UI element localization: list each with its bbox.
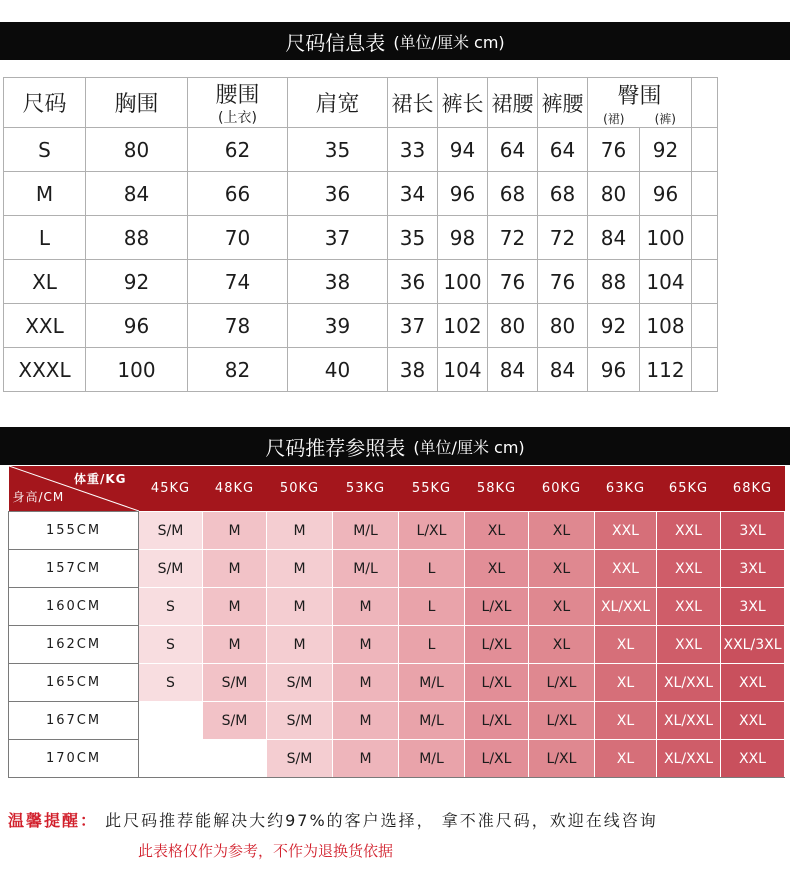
recommend-cell: S — [139, 664, 203, 702]
size-value-cell: 92 — [86, 260, 188, 304]
size-value-cell: 92 — [588, 304, 640, 348]
size-value-cell: 38 — [388, 348, 438, 392]
height-row — [9, 740, 785, 778]
size-empty-cell — [692, 216, 718, 260]
recommend-cell: M — [333, 664, 399, 702]
height-row — [9, 512, 785, 550]
recommend-cell: S/M — [139, 550, 203, 588]
recommend-cell: M — [203, 550, 267, 588]
weight-header-cell: 60KG — [529, 466, 595, 512]
size-empty-cell — [692, 304, 718, 348]
weight-header-cell: 55KG — [399, 466, 465, 512]
recommend-cell: M — [333, 702, 399, 740]
size-value-cell: 62 — [188, 128, 288, 172]
size-info-title: 尺码信息表 — [285, 30, 386, 55]
recommend-cell: M — [333, 588, 399, 626]
weight-axis-label: 体重/KG — [73, 472, 127, 486]
height-cell: 170CM — [9, 740, 139, 778]
size-label-cell: XL — [4, 260, 86, 304]
recommend-cell: XXL — [721, 740, 785, 778]
size-empty-cell — [692, 348, 718, 392]
size-value-cell: 88 — [588, 260, 640, 304]
size-label-cell: L — [4, 216, 86, 260]
recommend-cell: M/L — [333, 512, 399, 550]
header-hip-label: 臀围 — [617, 83, 662, 109]
header-empty — [692, 78, 718, 128]
size-value-cell: 66 — [188, 172, 288, 216]
recommend-cell: S/M — [139, 512, 203, 550]
header-size: 尺码 — [4, 78, 86, 128]
height-row — [9, 664, 785, 702]
size-value-cell: 80 — [588, 172, 640, 216]
recommend-cell: XL — [465, 550, 529, 588]
size-value-cell: 72 — [488, 216, 538, 260]
header-hip-sub — [588, 110, 691, 127]
size-value-cell: 76 — [588, 128, 640, 172]
recommend-cell: XL — [595, 664, 657, 702]
size-label-cell: XXL — [4, 304, 86, 348]
size-info-table — [3, 77, 718, 392]
size-value-cell: 108 — [640, 304, 692, 348]
recommend-cell: M — [203, 588, 267, 626]
recommend-cell: XL — [595, 702, 657, 740]
recommend-cell: M/L — [399, 664, 465, 702]
recommend-cell: M/L — [333, 550, 399, 588]
size-value-cell: 112 — [640, 348, 692, 392]
corner-header — [9, 466, 139, 512]
recommend-cell: XL — [529, 550, 595, 588]
header-waist-label: 腰围 — [215, 83, 260, 108]
size-value-cell: 100 — [640, 216, 692, 260]
height-row — [9, 550, 785, 588]
header-chest: 胸围 — [86, 78, 188, 128]
tip-lead: 温馨提醒： — [8, 811, 99, 830]
size-value-cell: 35 — [288, 128, 388, 172]
header-pants-length: 裤长 — [438, 78, 488, 128]
size-value-cell: 35 — [388, 216, 438, 260]
size-empty-cell — [692, 172, 718, 216]
recommend-cell: L/XL — [529, 740, 595, 778]
size-value-cell: 80 — [86, 128, 188, 172]
height-axis-label: 身高/CM — [12, 490, 65, 504]
height-row — [9, 702, 785, 740]
header-hip-skirt: (裙) — [603, 111, 625, 126]
recommend-cell: L/XL — [399, 512, 465, 550]
size-value-cell: 37 — [388, 304, 438, 348]
size-value-cell: 84 — [588, 216, 640, 260]
size-value-cell: 37 — [288, 216, 388, 260]
weight-header-cell: 53KG — [333, 466, 399, 512]
size-value-cell: 76 — [538, 260, 588, 304]
recommend-cell: L — [399, 626, 465, 664]
recommend-cell: L/XL — [465, 664, 529, 702]
header-waist-sub: (上衣) — [218, 110, 257, 126]
recommend-cell: S/M — [267, 740, 333, 778]
recommend-cell: S/M — [267, 664, 333, 702]
recommend-cell: S — [139, 626, 203, 664]
recommend-cell: XXL — [721, 664, 785, 702]
header-hip — [588, 78, 692, 128]
recommend-cell: XXL — [657, 588, 721, 626]
size-value-cell: 96 — [438, 172, 488, 216]
size-value-cell: 92 — [640, 128, 692, 172]
recommend-cell: XL — [465, 512, 529, 550]
height-row — [9, 626, 785, 664]
size-value-cell: 36 — [288, 172, 388, 216]
recommend-cell: XXL — [721, 702, 785, 740]
size-value-cell: 82 — [188, 348, 288, 392]
recommend-cell: M — [203, 626, 267, 664]
size-row — [4, 128, 718, 172]
recommend-cell: XXL — [595, 550, 657, 588]
size-value-cell: 68 — [538, 172, 588, 216]
size-recommend-banner — [0, 427, 790, 465]
height-cell: 165CM — [9, 664, 139, 702]
recommend-cell: 3XL — [721, 550, 785, 588]
size-value-cell: 38 — [288, 260, 388, 304]
recommend-cell: 3XL — [721, 588, 785, 626]
recommend-cell: M — [333, 740, 399, 778]
size-value-cell: 80 — [538, 304, 588, 348]
recommend-cell: M — [333, 626, 399, 664]
size-empty-cell — [692, 260, 718, 304]
size-row — [4, 216, 718, 260]
height-row — [9, 588, 785, 626]
size-value-cell: 33 — [388, 128, 438, 172]
height-cell: 167CM — [9, 702, 139, 740]
size-label-cell: XXXL — [4, 348, 86, 392]
size-value-cell: 100 — [438, 260, 488, 304]
height-cell: 155CM — [9, 512, 139, 550]
recommend-cell: XL/XXL — [657, 740, 721, 778]
recommend-cell: L/XL — [465, 740, 529, 778]
recommend-cell: XXL — [657, 512, 721, 550]
size-value-cell: 84 — [488, 348, 538, 392]
size-value-cell: 68 — [488, 172, 538, 216]
weight-header-cell: 65KG — [657, 466, 721, 512]
recommend-cell: M/L — [399, 702, 465, 740]
size-value-cell: 70 — [188, 216, 288, 260]
size-recommend-unit: (单位/厘米 cm) — [413, 437, 525, 457]
recommend-cell — [203, 740, 267, 778]
recommend-cell: S/M — [267, 702, 333, 740]
size-value-cell: 98 — [438, 216, 488, 260]
size-value-cell: 64 — [488, 128, 538, 172]
weight-header-cell: 58KG — [465, 466, 529, 512]
recommend-cell: L/XL — [465, 588, 529, 626]
recommend-cell: XL — [529, 588, 595, 626]
size-info-unit: (单位/厘米 cm) — [393, 32, 505, 52]
size-value-cell: 104 — [438, 348, 488, 392]
recommend-cell: L/XL — [529, 664, 595, 702]
recommend-cell: S/M — [203, 664, 267, 702]
size-value-cell: 96 — [86, 304, 188, 348]
header-shoulder: 肩宽 — [288, 78, 388, 128]
recommend-cell: L/XL — [529, 702, 595, 740]
recommend-cell: M — [203, 512, 267, 550]
recommend-cell: L/XL — [465, 702, 529, 740]
size-value-cell: 84 — [86, 172, 188, 216]
size-label-cell: S — [4, 128, 86, 172]
weight-header-cell: 50KG — [267, 466, 333, 512]
recommend-cell: M — [267, 512, 333, 550]
size-value-cell: 94 — [438, 128, 488, 172]
size-value-cell: 72 — [538, 216, 588, 260]
size-value-cell: 74 — [188, 260, 288, 304]
recommend-cell: M/L — [399, 740, 465, 778]
recommend-cell — [139, 740, 203, 778]
weight-header-cell: 45KG — [139, 466, 203, 512]
header-hip-pants: (裤) — [654, 111, 676, 126]
height-cell: 160CM — [9, 588, 139, 626]
recommend-cell: 3XL — [721, 512, 785, 550]
size-table-header-row — [4, 78, 718, 128]
header-pants-waist: 裤腰 — [538, 78, 588, 128]
size-row — [4, 348, 718, 392]
recommend-cell: L/XL — [465, 626, 529, 664]
size-recommend-title: 尺码推荐参照表 — [265, 435, 406, 460]
size-value-cell: 36 — [388, 260, 438, 304]
recommend-cell: L — [399, 550, 465, 588]
height-cell: 162CM — [9, 626, 139, 664]
recommend-cell: S/M — [203, 702, 267, 740]
size-value-cell: 39 — [288, 304, 388, 348]
recommend-cell: L — [399, 588, 465, 626]
recommend-cell: M — [267, 550, 333, 588]
recommend-cell: XL/XXL — [595, 588, 657, 626]
weight-header-row — [9, 466, 785, 512]
recommend-cell: XL — [595, 740, 657, 778]
size-value-cell: 76 — [488, 260, 538, 304]
recommend-cell: XL/XXL — [657, 702, 721, 740]
header-waist — [188, 78, 288, 128]
size-value-cell: 96 — [640, 172, 692, 216]
weight-header-cell: 68KG — [721, 466, 785, 512]
recommend-cell: XXL/3XL — [721, 626, 785, 664]
size-empty-cell — [692, 128, 718, 172]
recommend-cell: XL — [529, 626, 595, 664]
size-value-cell: 88 — [86, 216, 188, 260]
recommend-cell: S — [139, 588, 203, 626]
recommend-cell: XL — [595, 626, 657, 664]
size-value-cell: 34 — [388, 172, 438, 216]
tip-line — [8, 808, 658, 831]
size-value-cell: 40 — [288, 348, 388, 392]
height-cell: 157CM — [9, 550, 139, 588]
size-row — [4, 172, 718, 216]
size-row — [4, 304, 718, 348]
tip-text: 此尺码推荐能解决大约97%的客户选择， 拿不准尺码，欢迎在线咨询 — [105, 811, 658, 830]
recommend-cell: M — [267, 588, 333, 626]
recommend-cell: XXL — [595, 512, 657, 550]
size-value-cell: 96 — [588, 348, 640, 392]
size-recommend-table — [8, 466, 785, 778]
size-value-cell: 100 — [86, 348, 188, 392]
recommend-cell: M — [267, 626, 333, 664]
size-value-cell: 84 — [538, 348, 588, 392]
size-value-cell: 78 — [188, 304, 288, 348]
recommend-cell: XXL — [657, 550, 721, 588]
recommend-cell: XL/XXL — [657, 664, 721, 702]
recommend-cell — [139, 702, 203, 740]
recommend-cell: XXL — [657, 626, 721, 664]
recommend-cell: XL — [529, 512, 595, 550]
size-value-cell: 80 — [488, 304, 538, 348]
size-value-cell: 102 — [438, 304, 488, 348]
size-label-cell: M — [4, 172, 86, 216]
weight-header-cell: 63KG — [595, 466, 657, 512]
header-skirt-waist: 裙腰 — [488, 78, 538, 128]
weight-header-cell: 48KG — [203, 466, 267, 512]
size-row — [4, 260, 718, 304]
header-skirt-length: 裙长 — [388, 78, 438, 128]
size-value-cell: 104 — [640, 260, 692, 304]
size-info-banner — [0, 22, 790, 60]
tip-note: 此表格仅作为参考，不作为退换货依据 — [138, 842, 394, 860]
size-value-cell: 64 — [538, 128, 588, 172]
